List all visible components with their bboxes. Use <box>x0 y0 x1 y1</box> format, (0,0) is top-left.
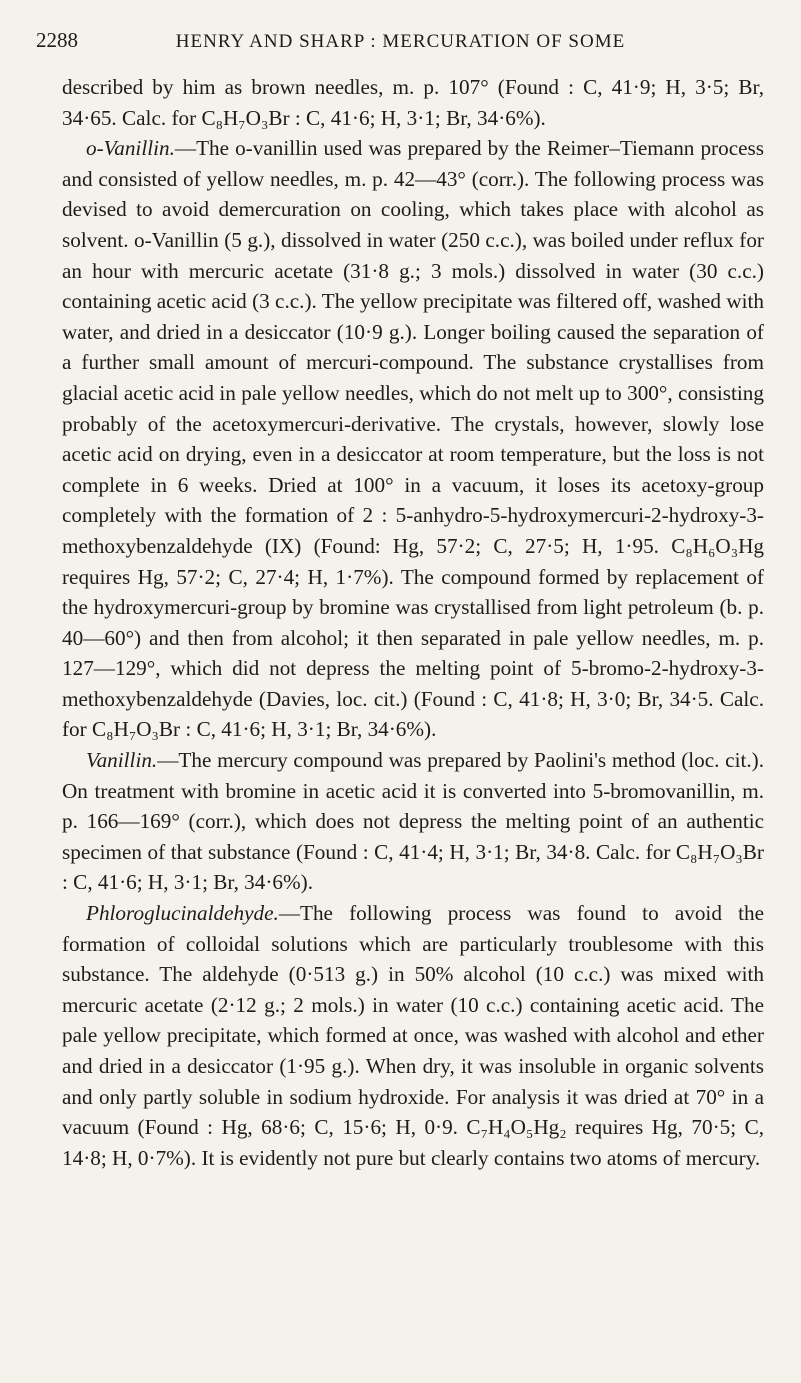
article-body <box>62 72 764 1173</box>
paragraph-o-vanillin <box>62 133 764 745</box>
heading-vanillin: Vanillin. <box>86 748 158 773</box>
paragraph-vanillin <box>62 745 764 898</box>
text-phloroglucinaldehyde: —The following process was found to avoid the formation of colloidal solutions which are particularly troublesome with this substance. The aldehyde (0·513 g.) in 50% alcohol (10 c.c.) was mixed with mercuric acetate (2·12 g.; 2 mols.) in water (10 c.c.) containing acetic acid. The pale yellow precipitate, which formed at once, was washed with alcohol and ether and dried in a desiccator (1·95 g.). When dry, it was insoluble in organic solvents and only partly soluble in sodium hydroxide. For analysis it was dried at 70° in a vacuum (Found : Hg, 68·6; C, 15·6; H, 0·9. C₇H₄O₅Hg₂ requires Hg, 70·5; C, 14·8; H, 0·7%). It is evidently not pure but clearly contains two atoms of mercury. <box>62 901 764 1170</box>
heading-phloroglucinaldehyde: Phloroglucinaldehyde. <box>86 901 279 926</box>
running-title: HENRY AND SHARP : MERCURATION OF SOME <box>175 31 626 52</box>
page-number: 2288 <box>36 28 78 52</box>
heading-o-vanillin: o-Vanillin. <box>86 136 175 161</box>
page-header <box>36 28 765 58</box>
paragraph-bromo-compound: described by him as brown needles, m. p. 107° (Found : C, 41·9; H, 3·5; Br, 34·65. Calc. for C₈H₇O₃Br : C, 41·6; H, 3·1; Br, 34·6%). <box>62 75 764 130</box>
paragraph-phloroglucinaldehyde <box>62 898 764 1173</box>
text-vanillin: —The mercury compound was prepared by Paolini's method (loc. cit.). On treatment with bromine in acetic acid it is converted into 5-bromovanillin, m. p. 166—169° (corr.), which does not depress the melting point of an authentic specimen of that substance (Found : C, 41·4; H, 3·1; Br, 34·8. Calc. for C₈H₇O₃Br : C, 41·6; H, 3·1; Br, 34·6%). <box>62 748 764 895</box>
text-o-vanillin: —The o-vanillin used was prepared by the Reimer–Tiemann process and consisted of yellow needles, m. p. 42—43° (corr.). The following process was devised to avoid demercuration on cooling, which takes place with alcohol as solvent. o-Vanillin (5 g.), dissolved in water (250 c.c.), was boiled under reflux for an hour with mercuric acetate (31·8 g.; 3 mols.) dissolved in water (30 c.c.) containing acetic acid (3 c.c.). The yellow precipitate was filtered off, washed with water, and dried in a desiccator (10·9 g.). Longer boiling caused the separation of a further small amount of mercuri-compound. The substance crystallises from glacial acetic acid in pale yellow needles, which do not melt up to 300°, consisting probably of the acetoxymercuri-derivative. The crystals, however, slowly lose acetic acid on drying, even in a desiccator at room temperature, but the loss is not complete in 6 weeks. Dried at 100° in a vacuum, it loses its acetoxy-group completely with the formation of 2 : 5-anhydro-5-hydroxymercuri-2-hydroxy-3-methoxybenzaldehyde (IX) (Found: Hg, 57·2; C, 27·5; H, 1·95. C₈H₆O₃Hg requires Hg, 57·2; C, 27·4; H, 1·7%). The compound formed by replacement of the hydroxymercuri-group by bromine was crystallised from light petroleum (b. p. 40—60°) and then from alcohol; it then separated in pale yellow needles, m. p. 127—129°, which did not depress the melting point of 5-bromo-2-hydroxy-3-methoxybenzaldehyde (Davies, loc. cit.) (Found : C, 41·8; H, 3·0; Br, 34·5. Calc. for C₈H₇O₃Br : C, 41·6; H, 3·1; Br, 34·6%). <box>62 136 764 742</box>
